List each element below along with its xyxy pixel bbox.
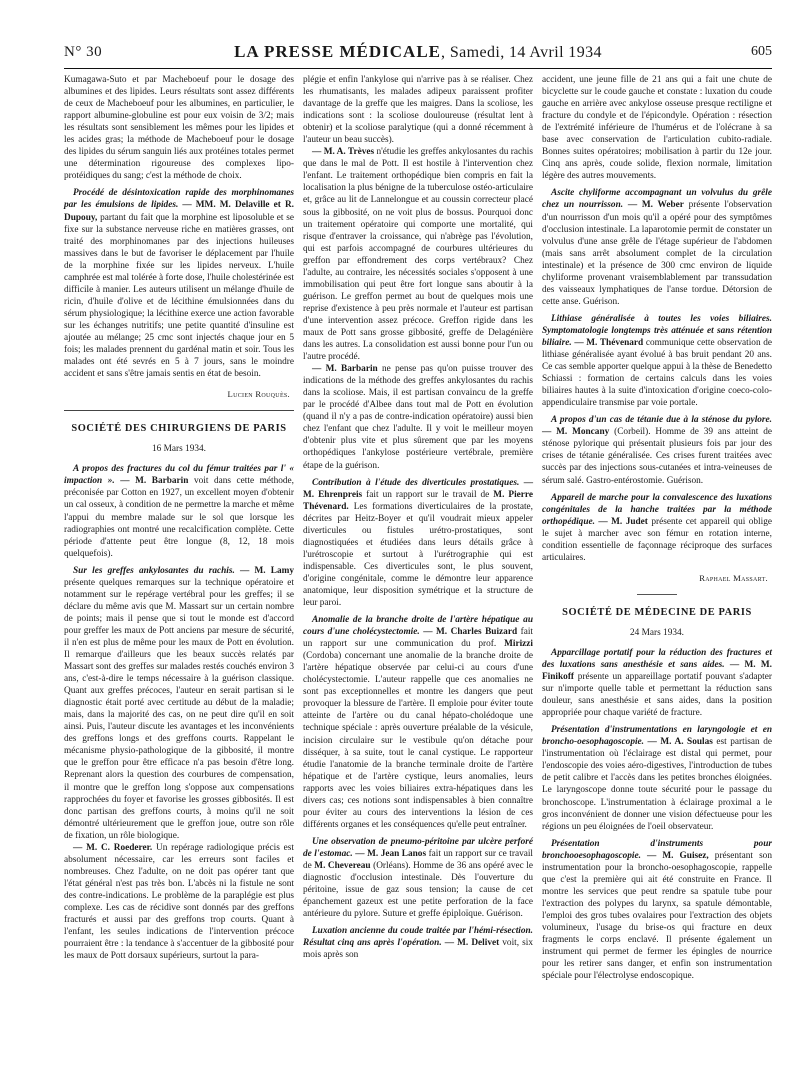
column-3 — [542, 74, 772, 982]
author: — M. A. Soulas — [647, 737, 713, 748]
paragraph: Anomalie de la branche droite de l'artère hépatique au cours d'une cholécystectomie. — M. Charles Buizard fait un rapport sur une communication du prof. Mirizzi (Cordoba) concernant une anomalie de la branche droite de l'artère hépatique observée par celui-ci au cours d'une cholécystectomie. L'auteur rappelle que ces anomalies ne sont pas exceptionnelles et montre les dangers que peut provoquer la blessure de l'artère. Il emploie pour éviter toute atteinte de l'artère ou du canal hépato-cholédoque une technique spéciale : après ouverture préalable de la vésicule, incision circulaire sur le vestibule qu'on détache pour disséquer, à sa suite, tout le canal cystique. Le rapporteur étudie l'anatomie de la branche terminale droite de l'artère hépatique et de l'artère cystique, leurs anomalies, leurs rapports avec les voies biliaires extra-hépatiques dans les divers cas; ces notions sont indispensables à bien connaître pour éviter au cours des interventions la lésion de ces différents organes et les conséquences qu'elle peut entraîner. — [303, 615, 534, 830]
article-title: Procédé de désintoxication rapide des morphinomanes par les émulsions de lipides. — [64, 188, 294, 211]
author: — M. A. Trèves — [312, 147, 375, 158]
author: — M. Moncany — [542, 427, 610, 438]
paragraph: Procédé de désintoxication rapide des morphinomanes par les émulsions de lipides. — MM. M. Delaville et R. Dupouy, partant du fait que la morphine est liposoluble et se fixe sur la substance nerveuse riche en matières grasses, ont traité des morphinomanes par des injections huileuses massives dans le but de favoriser le déplacement par l'huile de la morphine fixée sur les lipides nerveux. L'huile camphrée est mal tolérée à forte dose, l'huile cholestérinée est difficile à manier. Les auteurs utilisent un mélange d'huile de ricin, d'huile d'olive et de lécithine émulsionnées dans du sérum physiologique; la lécithine exerce une action favorable sur les échanges nutritifs; une petite quantité d'insuline est ajoutée au mélange; 25 cmc sont injectés chaque jour en 5 fois; les malades prennent du gardénal matin et soir. Tous les malades ont été sevrés en 5 à 7 jours, sans le moindre accident et sans s'être jamais sentis en état de besoin. — [64, 188, 295, 380]
paragraph: Lithiase généralisée à toutes les voies biliaires. Symptomatologie longtemps très atténuée et sans rétention biliaire. — M. Thévenard communique cette observation de lithiase généralisée ayant évolué à bas bruit pendant 20 ans. Ce cas semble apporter quelque appui à la thèse de Benedetto Schiassi : formation de certains calculs dans les voies biliaires hautes à la suite d'intoxication d'origine coeco-colo-appendiculaire transmise par voie portale. — [542, 313, 772, 409]
author: — MM. M. Delaville et R. Dupouy, — [64, 200, 295, 223]
article-title: Présentation d'instruments pour bronchooesophagoscopie. — [542, 838, 772, 861]
paragraph: Kumagawa-Suto et par Macheboeuf pour le dosage des albumines et des lipides. Leurs résultats sont assez différents de ceux de Macheboeuf pour les albumines, en particulier, le rapport albumine-globuline est pour eux voisin de 3/2; mais les résultats sont sensiblement les mêmes pour les lipides et les acides gras; la méthode de Macheboeuf pour le dosage des lipides du sérum sanguin liés aux protéines totales permet une détermination rigoureuse des complexes lipo-protéidiques du sang; c'est la méthode de choix. — [64, 75, 294, 182]
section-title: SOCIÉTÉ DE MÉDECINE DE PARIS — [562, 606, 752, 618]
author: Mirizzi — [504, 639, 533, 650]
paragraph: Appareil de marche pour la convalescence des luxations congénitales de la hanche traitées par la méthode orthopédique. — M. Judet présente cet appareil qui oblige le sujet à marcher avec son fémur en rotation interne, condition essentielle de façonnage réciproque des surfaces articulaires. — [542, 492, 772, 563]
author: — M. Thévenard — [574, 337, 644, 348]
article-columns — [64, 74, 772, 1074]
author: — M. Charles Buizard — [423, 627, 518, 638]
page-header — [64, 42, 772, 70]
header-rule — [64, 68, 772, 69]
paragraph: — M. A. Trèves n'étudie les greffes ankylosantes du rachis que dans le mal de Pott. Il est hostile à l'intervention chez l'enfant. Le traitement orthopédique bien compris en fait la localisation la plus bénigne de la tuberculose ostéo-articulaire et, grâce au lit de Lannelongue et au coussin correcteur placé sous la gibbosité, on ne voit plus de bossus. Pourquoi donc un traitement opératoire qui comporte une mortalité, qui risque d'entraver la croissance, qui n'abrège pas l'évolution, qui est parfois accompagné de courbures ultérieures du greffon par effondrement des corps vertébraux? Chez l'adulte, au contraire, les nécessités sociales s'opposent à une immobilisation qui peut être fort longue sans aboutir à la guérison. Le greffon permet au bout de quelques mois une reprise d'existence à peu près normale et l'auteur est partisan d'une intervention assez précoce. Greffon rigide dans les maux de Pott sans grosse gibbosité, greffe de Delagénière dans les autres. La consolidation est aussi bonne pour l'un ou l'autre procédé. — [303, 147, 533, 363]
author: — M. Delivet — [444, 938, 500, 949]
paragraph: Luxation ancienne du coude traitée par l'hémi-résection. Résultat cinq ans après l'opération. — M. Delivet voit, six mois après son — [303, 926, 534, 961]
author: — M. Judet — [598, 516, 648, 527]
paragraph: Sur les greffes ankylosantes du rachis. — M. Lamy présente quelques remarques sur la technique opératoire et notamment sur le repérage vertébral pour les greffes; il se déclare du même avis que M. Massart sur un certain nombre de points; mais il pense que si tout le monde est d'accord pour greffer les maux de Pott anciens par mesure de sécurité, il n'en est plus de même pour les maux de Pott en évolution. Il remarque d'ailleurs que les beaux succès relatés par Massart sont des greffes sur malades restés couchés environ 3 ans, c'est-à-dire le temps nécessaire à la guérison classique. Quant aux greffes précoces, l'auteur en serait partisan si le diagnostic était porté avec certitude au début de la maladie; mais, dans la majorité des cas, on ne peut dire qu'il en soit ainsi. Puis, l'auteur discute les avantages et les inconvénients des greffons longs et des greffons courts. Rappelant le mécanisme physio-pathologique de la gibbosité, il montre que le greffon pour être efficace n'a pas besoin d'être long. Reprenant alors la question des courbures de compensation, il montre que le greffon long s'oppose aux compensations rapprochées du foyer et favorise les grosses gibbosités. Il est donc partisan des greffons courts, à moins qu'il ne soit démontré ultérieurement que le greffon joue, outre son rôle de fixation, un rôle biologique. — [64, 565, 295, 841]
author: — M. Barbarin — [120, 476, 189, 487]
paragraph: Ascite chyliforme accompagnant un volvulus du grêle chez un nourrisson. — M. Weber présente l'observation d'un nourrisson d'un mois qu'il a opéré pour des symptômes d'occlusion intestinale. La laparotomie permit de constater un volvulus d'une anse grêle de l'étage supérieur de l'abdomen (mais sans arrêt absolument complet de la circulation intestinale) et la présence de 300 cmc environ de liquide chyliforme provenant vraisemblablement par transsudation des vaisseaux lymphatiques de l'anse tordue. Détorsion de cette anse. Guérison. — [542, 188, 772, 307]
article-title: Luxation ancienne du coude traitée par l'hémi-résection. Résultat cinq ans après l'opération. — [303, 926, 533, 949]
author: — M. Lamy — [240, 565, 295, 576]
author: M. Chevereau — [314, 861, 371, 871]
divider — [637, 594, 677, 595]
article-title: Appareil de marche pour la convalescence des luxations congénitales de la hanche traitées par la méthode orthopédique. — [542, 492, 772, 527]
author: — M. Ehrenpreis — [303, 477, 533, 500]
paragraph: Apparcillage portatif pour la réduction des fractures et des luxations sans anesthésie et sans aides. — M. M. Finikoff présente un appareillage portatif pouvant s'adapter sur n'importe quelle table et permettant la réduction sans douleur, sans anesthésie et sans aides, dans la position appropriée pour chaque variété de fracture. — [542, 647, 772, 719]
author: — M. Weber — [627, 200, 684, 211]
article-title: Anomalie de la branche droite de l'artère hépatique au cours d'une cholécystectomie. — [303, 615, 533, 638]
article-title: Apparcillage portatif pour la réduction des fractures et des luxations sans anesthésie et sans aides. — [542, 647, 772, 671]
paragraph: accident, une jeune fille de 21 ans qui a fait une chute de bicyclette sur le coude gauche et constate : luxation du coude gauche en arrière avec ankylose osseuse presque rectiligne et fracture du condyle et de l'épicondyle. Opération : résection de l'extrémité inférieure de l'humérus et de l'olécrane à sa base avec conservation de l'articulation cubito-radiale. Bonnes suites opératoires; mobilisation à partir du 12e jour. Cinq ans après, coude solide, flexion normale, limitation légère des autres mouvements. — [542, 75, 772, 182]
author: — M. M. Finikoff — [542, 660, 772, 683]
author: — M. Guisez, — [647, 850, 709, 861]
article-title: A propos des fractures du col du fémur traitées par l' « impaction ». — [64, 464, 294, 487]
paragraph: — M. C. Roederer. Un repérage radiologique précis est absolument nécessaire, car les erreurs sont faciles et nombreuses. Chez l'adulte, on ne doit pas opérer tant que l'état général n'est pas très bon. L'abcès ni la fistule ne sont des contre-indications. Le problème de la paraplégie est plus complexe. Les cas de récidive sont donnés par des greffons fracturés et aussi par des greffons trop courts. Quant à l'enfant, les seules indications de l'intervention précoce pourraient être : la tendance à s'accentuer de la gibbosité pour les maux de Pott dorsaux supérieurs, surtout la para- — [64, 842, 294, 962]
article-title: Lithiase généralisée à toutes les voies biliaires. Symptomatologie longtemps très atténuée et sans rétention biliaire. — [542, 313, 772, 348]
paragraph: Contribution à l'étude des diverticules prostatiques. — M. Ehrenpreis fait un rapport sur le travail de M. Pierre Thévenard. Les formations diverticulaires de la prostate, décrites par Heitz-Boyer et qu'il voudrait mieux appeler diverticules ou fistules urétro-prostatiques, sont diagnostiquées et étudiées dans leurs détails grâce à l'urétroscopie et surtout à l'urétrographie qui est indispensable. Ces diverticules sont, le plus souvent, d'origine congénitale, comme le démontre leur apparence anatomique, leur disposition symétrique et la structure de leur paroi. — [303, 477, 533, 609]
section-date: 24 Mars 1934. — [630, 627, 684, 638]
article-title: Sur les greffes ankylosantes du rachis. — [73, 565, 235, 576]
author: — M. Barbarin — [312, 364, 378, 375]
article-title: A propos d'un cas de tétanie due à la sténose du pylore. — [551, 415, 772, 426]
section-title: SOCIÉTÉ DES CHIRURGIENS DE PARIS — [71, 423, 287, 435]
paragraph: Présentation d'instrumentations en laryngologie et en broncho-oesophagoscopie. — M. A. Soulas est partisan de l'instrumentation où l'éclairage est distal qui permet, pour l'endoscopie des voies aéro-digestives, l'introduction de tubes de petit calibre et l'accès dans les petites bronches éloignées. Le laryngoscope donne toute sécurité pour le passage du bronchoscope. L'instrumentation à éclairage proximal a le gros inconvénient de donner une vision défectueuse pour les régions un peu éloignées de l'oeil observateur. — [542, 725, 772, 832]
paragraph: Présentation d'instruments pour bronchooesophagoscopie. — M. Guisez, présentant son instrumentation pour la broncho-oesophagoscopie, rappelle que c'est la première qui ait été construite en France. Il montre les services que peut rendre sa spatule tube pour l'extraction des polypes du larynx, sa spatule démontable, l'emploi des gros tubes ovalaires pour l'extraction des objets volumineux, l'usage du brise-os qui fracture en deux fragments le corps enclavé. Il présente également un instrument qui permet de fermer les épingles de nourrice pour les retirer sans danger, et enfin son instrumentation spéciale pour l'électrolyse endoscopique. — [542, 838, 772, 982]
paragraph: plégie et enfin l'ankylose qui n'arrive pas à se réaliser. Chez les rhumatisants, les malades adipeux paraissent profiter davantage de la greffe que les maigres. Dans la scoliose, les indications sont : la scoliose douloureuse (résultat lent à obtenir) et la scoliose paralytique (qui a donné récemment à l'auteur un beau succès). — [303, 75, 533, 146]
signature: Lucien Rouquès. — [227, 389, 290, 400]
author: M. Pierre Thévenard. — [303, 489, 533, 512]
column-2 — [303, 74, 533, 961]
signature: Raphael Massart. — [699, 572, 768, 583]
section-date: 16 Mars 1934. — [152, 444, 206, 455]
article-title: Contribution à l'étude des diverticules prostatiques. — [312, 477, 520, 488]
article-title: Présentation d'instrumentations en laryngologie et en broncho-oesophagoscopie. — [542, 725, 772, 748]
masthead — [64, 42, 772, 62]
paragraph: Une observation de pneumo-péritoine par ulcère perforé de l'estomac. — M. Jean Lanos fait un rapport sur ce travail de M. Chevereau (Orléans). Homme de 36 ans opéré avec le diagnostic d'occlusion intestinale. Dès l'ouverture du péritoine, issue de gaz sous tension; la cause de cet épanchement gazeux est une petite perforation de la face antérieure du pylore. Suture et greffe épiploïque. Guérison. — [303, 836, 534, 920]
paragraph: — M. Barbarin ne pense pas qu'on puisse trouver des indications de la méthode des greffes ankylosantes du rachis dans la scoliose. Mais, il est partisan convaincu de la greffe par le procédé d'Albee dans tout mal de Pott en évolution (quand il n'y a pas de contre-indication opératoire) aussi bien chez l'enfant que chez l'adulte. Il y voit le meilleur moyen d'obtenir plus vite et plus sûrement que par les moyens orthopédiques l'ankylose postérieure vertébrale, première étape de la guérison. — [303, 364, 533, 471]
column-1 — [64, 74, 294, 962]
page-number: 605 — [751, 44, 772, 59]
article-title: Une observation de pneumo-péritoine par ulcère perforé de l'estomac. — [303, 836, 533, 859]
paragraph: A propos d'un cas de tétanie due à la sténose du pylore. — M. Moncany (Corbeil). Homme de 39 ans atteint de sténose pylorique qui présentait plusieurs fois par jour des crises de tétanie généralisée. Ces crises furent traitées avec succès par des injections sous-cutanées et intra-veineuses de sérum salé. Gastro-entérostomie. Guérison. — [542, 415, 772, 486]
author: — M. C. Roederer. — [73, 842, 153, 853]
journal-title: LA PRESSE MÉDICALE — [234, 42, 442, 61]
issue-number: N° 30 — [64, 44, 103, 60]
author: — M. Jean Lanos — [355, 848, 427, 859]
article-title: Ascite chyliforme accompagnant un volvulus du grêle chez un nourrisson. — [542, 188, 772, 211]
issue-date: , Samedi, 14 Avril 1934 — [441, 44, 602, 61]
paragraph: A propos des fractures du col du fémur traitées par l' « impaction ». — M. Barbarin voit dans cette méthode, préconisée par Cotton en 1927, un excellent moyen d'obtenir un cal osseux, à condition de ne permettre la marche et même l'appui du membre malade sur le sol que lorsque les radiographies ont montré une recalcification complète. Cette période d'attente peut être longue (8, 12, 18 mois quelquefois). — [64, 464, 294, 559]
section-header — [64, 410, 294, 455]
